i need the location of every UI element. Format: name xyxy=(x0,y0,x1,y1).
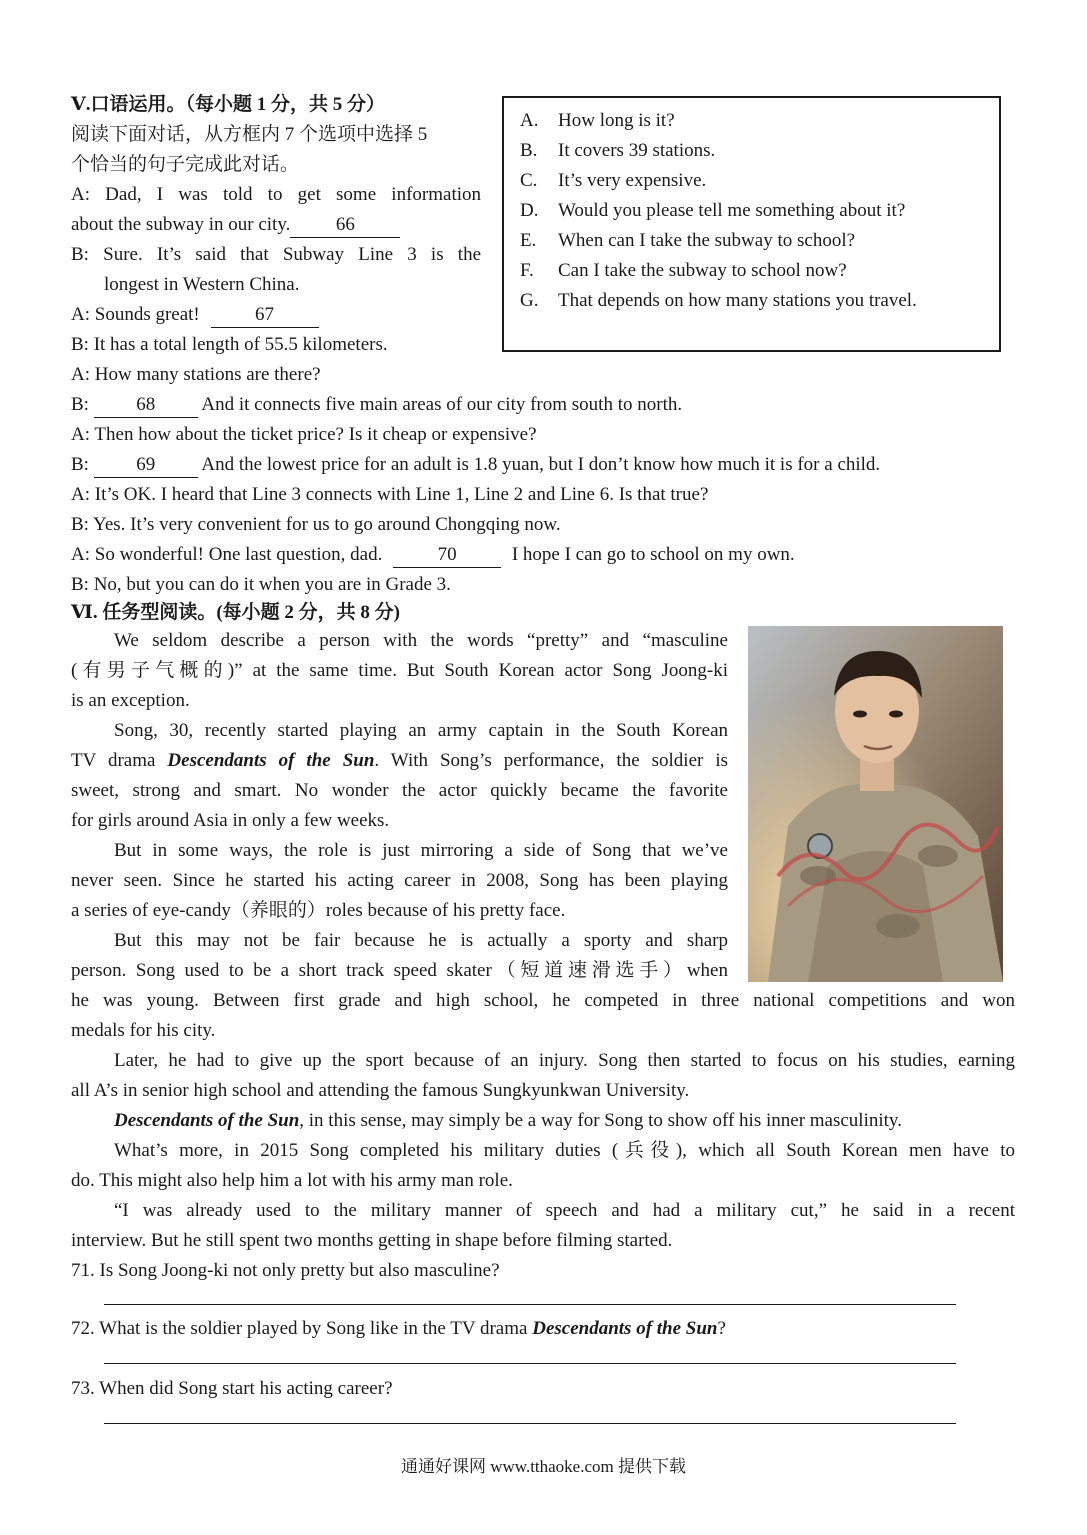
dialog-a6 xyxy=(71,540,795,570)
option-text: Would you please tell me something about it? xyxy=(558,200,906,221)
dialog-b3 xyxy=(71,390,682,420)
p2-line2-post: . With Song’s performance, the soldier is xyxy=(374,750,728,771)
p2-line2 xyxy=(71,746,728,776)
dialog-a1-line2-text: about the subway in our city. xyxy=(71,214,291,235)
option-letter: D. xyxy=(520,200,539,221)
dialog-b3-text: And it connects five main areas of our city from south to north. xyxy=(201,394,683,415)
p2-line4: for girls around Asia in only a few weeks. xyxy=(71,810,390,831)
answer-line-73[interactable] xyxy=(104,1423,956,1424)
p2-line3: sweet, strong and smart. No wonder the actor quickly became the favorite xyxy=(71,780,728,801)
option-text: Can I take the subway to school now? xyxy=(558,260,847,281)
p4-line1: But this may not be fair because he is actually a sporty and sharp xyxy=(114,930,728,951)
drama-title: Descendants of the Sun xyxy=(532,1318,718,1339)
dialog-a2 xyxy=(71,300,319,330)
p1-line1: We seldom describe a person with the words “pretty” and “masculine xyxy=(114,630,728,651)
p2-line1: Song, 30, recently started playing an army captain in the South Korean xyxy=(114,720,728,741)
p3-line1: But in some ways, the role is just mirroring a side of Song that we’ve xyxy=(114,840,728,861)
p7-line2: do. This might also help him a lot with his army man role. xyxy=(71,1170,513,1191)
drama-title: Descendants of the Sun xyxy=(167,750,375,771)
p5-line2: all A’s in senior high school and attending the famous Sungkyunkwan University. xyxy=(71,1080,690,1101)
section6-title: Ⅵ. 任务型阅读。(每小题 2 分，共 8 分) xyxy=(71,602,401,623)
option-letter: E. xyxy=(520,230,537,251)
section5-instruction-line2: 个恰当的句子完成此对话。 xyxy=(71,154,300,175)
option-letter: F. xyxy=(520,260,534,281)
blank-68[interactable]: 68 xyxy=(94,393,198,418)
option-d[interactable] xyxy=(520,196,905,226)
dialog-a1-line1: A: Dad, I was told to get some information xyxy=(71,184,481,205)
footer: 通通好课网 www.tthaoke.com 提供下载 xyxy=(400,1457,687,1476)
actor-photo-illustration xyxy=(748,626,1003,982)
option-e[interactable] xyxy=(520,226,855,256)
p6-text: , in this sense, may simply be a way for Song to show off his inner masculinity. xyxy=(299,1110,902,1131)
option-text: How long is it? xyxy=(558,110,675,131)
dialog-b1-line2: longest in Western China. xyxy=(104,274,300,295)
p8-line2: interview. But he still spent two months getting in shape before filming started. xyxy=(71,1230,673,1251)
p8-line1: “I was already used to the military manner of speech and had a military cut,” he said in a recent xyxy=(114,1200,1015,1221)
drama-title: Descendants of the Sun xyxy=(114,1110,300,1131)
option-g[interactable] xyxy=(520,286,917,316)
p6-line1 xyxy=(114,1106,902,1136)
p4-line4: medals for his city. xyxy=(71,1020,216,1041)
option-f[interactable] xyxy=(520,256,847,286)
dialog-a5: A: It’s OK. I heard that Line 3 connects with Line 1, Line 2 and Line 6. Is that true? xyxy=(71,484,709,505)
dialog-a6-text-post: I hope I can go to school on my own. xyxy=(511,544,795,565)
blank-67[interactable]: 67 xyxy=(211,303,319,328)
blank-70[interactable]: 70 xyxy=(393,543,501,568)
dialog-a6-text: A: So wonderful! One last question, dad. xyxy=(71,544,383,565)
p2-line2-pre: TV drama xyxy=(71,750,168,771)
option-text: That depends on how many stations you travel. xyxy=(558,290,917,311)
option-b[interactable] xyxy=(520,136,715,166)
dialog-b1-line1: B: Sure. It’s said that Subway Line 3 is the xyxy=(71,244,481,265)
option-text: It covers 39 stations. xyxy=(558,140,716,161)
options-box xyxy=(502,96,1001,352)
section5-instruction-line1: 阅读下面对话，从方框内 7 个选项中选择 5 xyxy=(71,124,428,145)
actor-photo xyxy=(748,626,1003,982)
option-text: When can I take the subway to school? xyxy=(558,230,856,251)
section5-title: Ⅴ.口语运用。（每小题 1 分，共 5 分） xyxy=(71,94,385,115)
answer-line-71[interactable] xyxy=(104,1304,956,1305)
blank-66[interactable]: 66 xyxy=(290,213,400,238)
dialog-a4: A: Then how about the ticket price? Is it cheap or expensive? xyxy=(71,424,537,445)
p3-line2: never seen. Since he started his acting career in 2008, Song has been playing xyxy=(71,870,728,891)
blank-69[interactable]: 69 xyxy=(94,453,198,478)
dialog-b2: B: It has a total length of 55.5 kilometers. xyxy=(71,334,388,355)
option-c[interactable] xyxy=(520,166,706,196)
dialog-b4 xyxy=(71,450,880,480)
option-text: It’s very expensive. xyxy=(558,170,707,191)
dialog-b4-speaker: B: xyxy=(71,454,89,475)
dialog-b3-speaker: B: xyxy=(71,394,89,415)
p1-line3: is an exception. xyxy=(71,690,190,711)
dialog-a1-line2 xyxy=(71,210,400,240)
p1-line2: (有男子气概的)” at the same time. But South Korean actor Song Joong-ki xyxy=(71,660,728,681)
p5-line1: Later, he had to give up the sport because of an injury. Song then started to focus on his studies, earning xyxy=(114,1050,1015,1071)
option-a[interactable] xyxy=(520,106,675,136)
answer-line-72[interactable] xyxy=(104,1363,956,1364)
dialog-b6: B: No, but you can do it when you are in Grade 3. xyxy=(71,574,451,595)
dialog-b4-text: And the lowest price for an adult is 1.8 yuan, but I don’t know how much it is for a child. xyxy=(201,454,881,475)
option-letter: B. xyxy=(520,140,538,161)
p4-line3: he was young. Between first grade and high school, he competed in three national competitions and won xyxy=(71,990,1015,1011)
p7-line1: What’s more, in 2015 Song completed his military duties (兵役), which all South Korean men have to xyxy=(114,1140,1015,1161)
question-72-text: 72. What is the soldier played by Song like in the TV drama xyxy=(71,1318,533,1339)
question-72 xyxy=(71,1314,726,1344)
question-72-mark: ? xyxy=(717,1318,726,1339)
option-letter: G. xyxy=(520,290,539,311)
question-73: 73. When did Song start his acting career? xyxy=(71,1378,393,1399)
dialog-a3: A: How many stations are there? xyxy=(71,364,321,385)
option-letter: C. xyxy=(520,170,538,191)
option-letter: A. xyxy=(520,110,539,131)
p4-line2: person. Song used to be a short track speed skater（短道速滑选手）when xyxy=(71,960,728,981)
p3-line3: a series of eye-candy（养眼的）roles because of his pretty face. xyxy=(71,900,566,921)
question-71: 71. Is Song Joong-ki not only pretty but also masculine? xyxy=(71,1260,500,1281)
dialog-a2-text: A: Sounds great! xyxy=(71,304,200,325)
dialog-b5: B: Yes. It’s very convenient for us to go around Chongqing now. xyxy=(71,514,561,535)
